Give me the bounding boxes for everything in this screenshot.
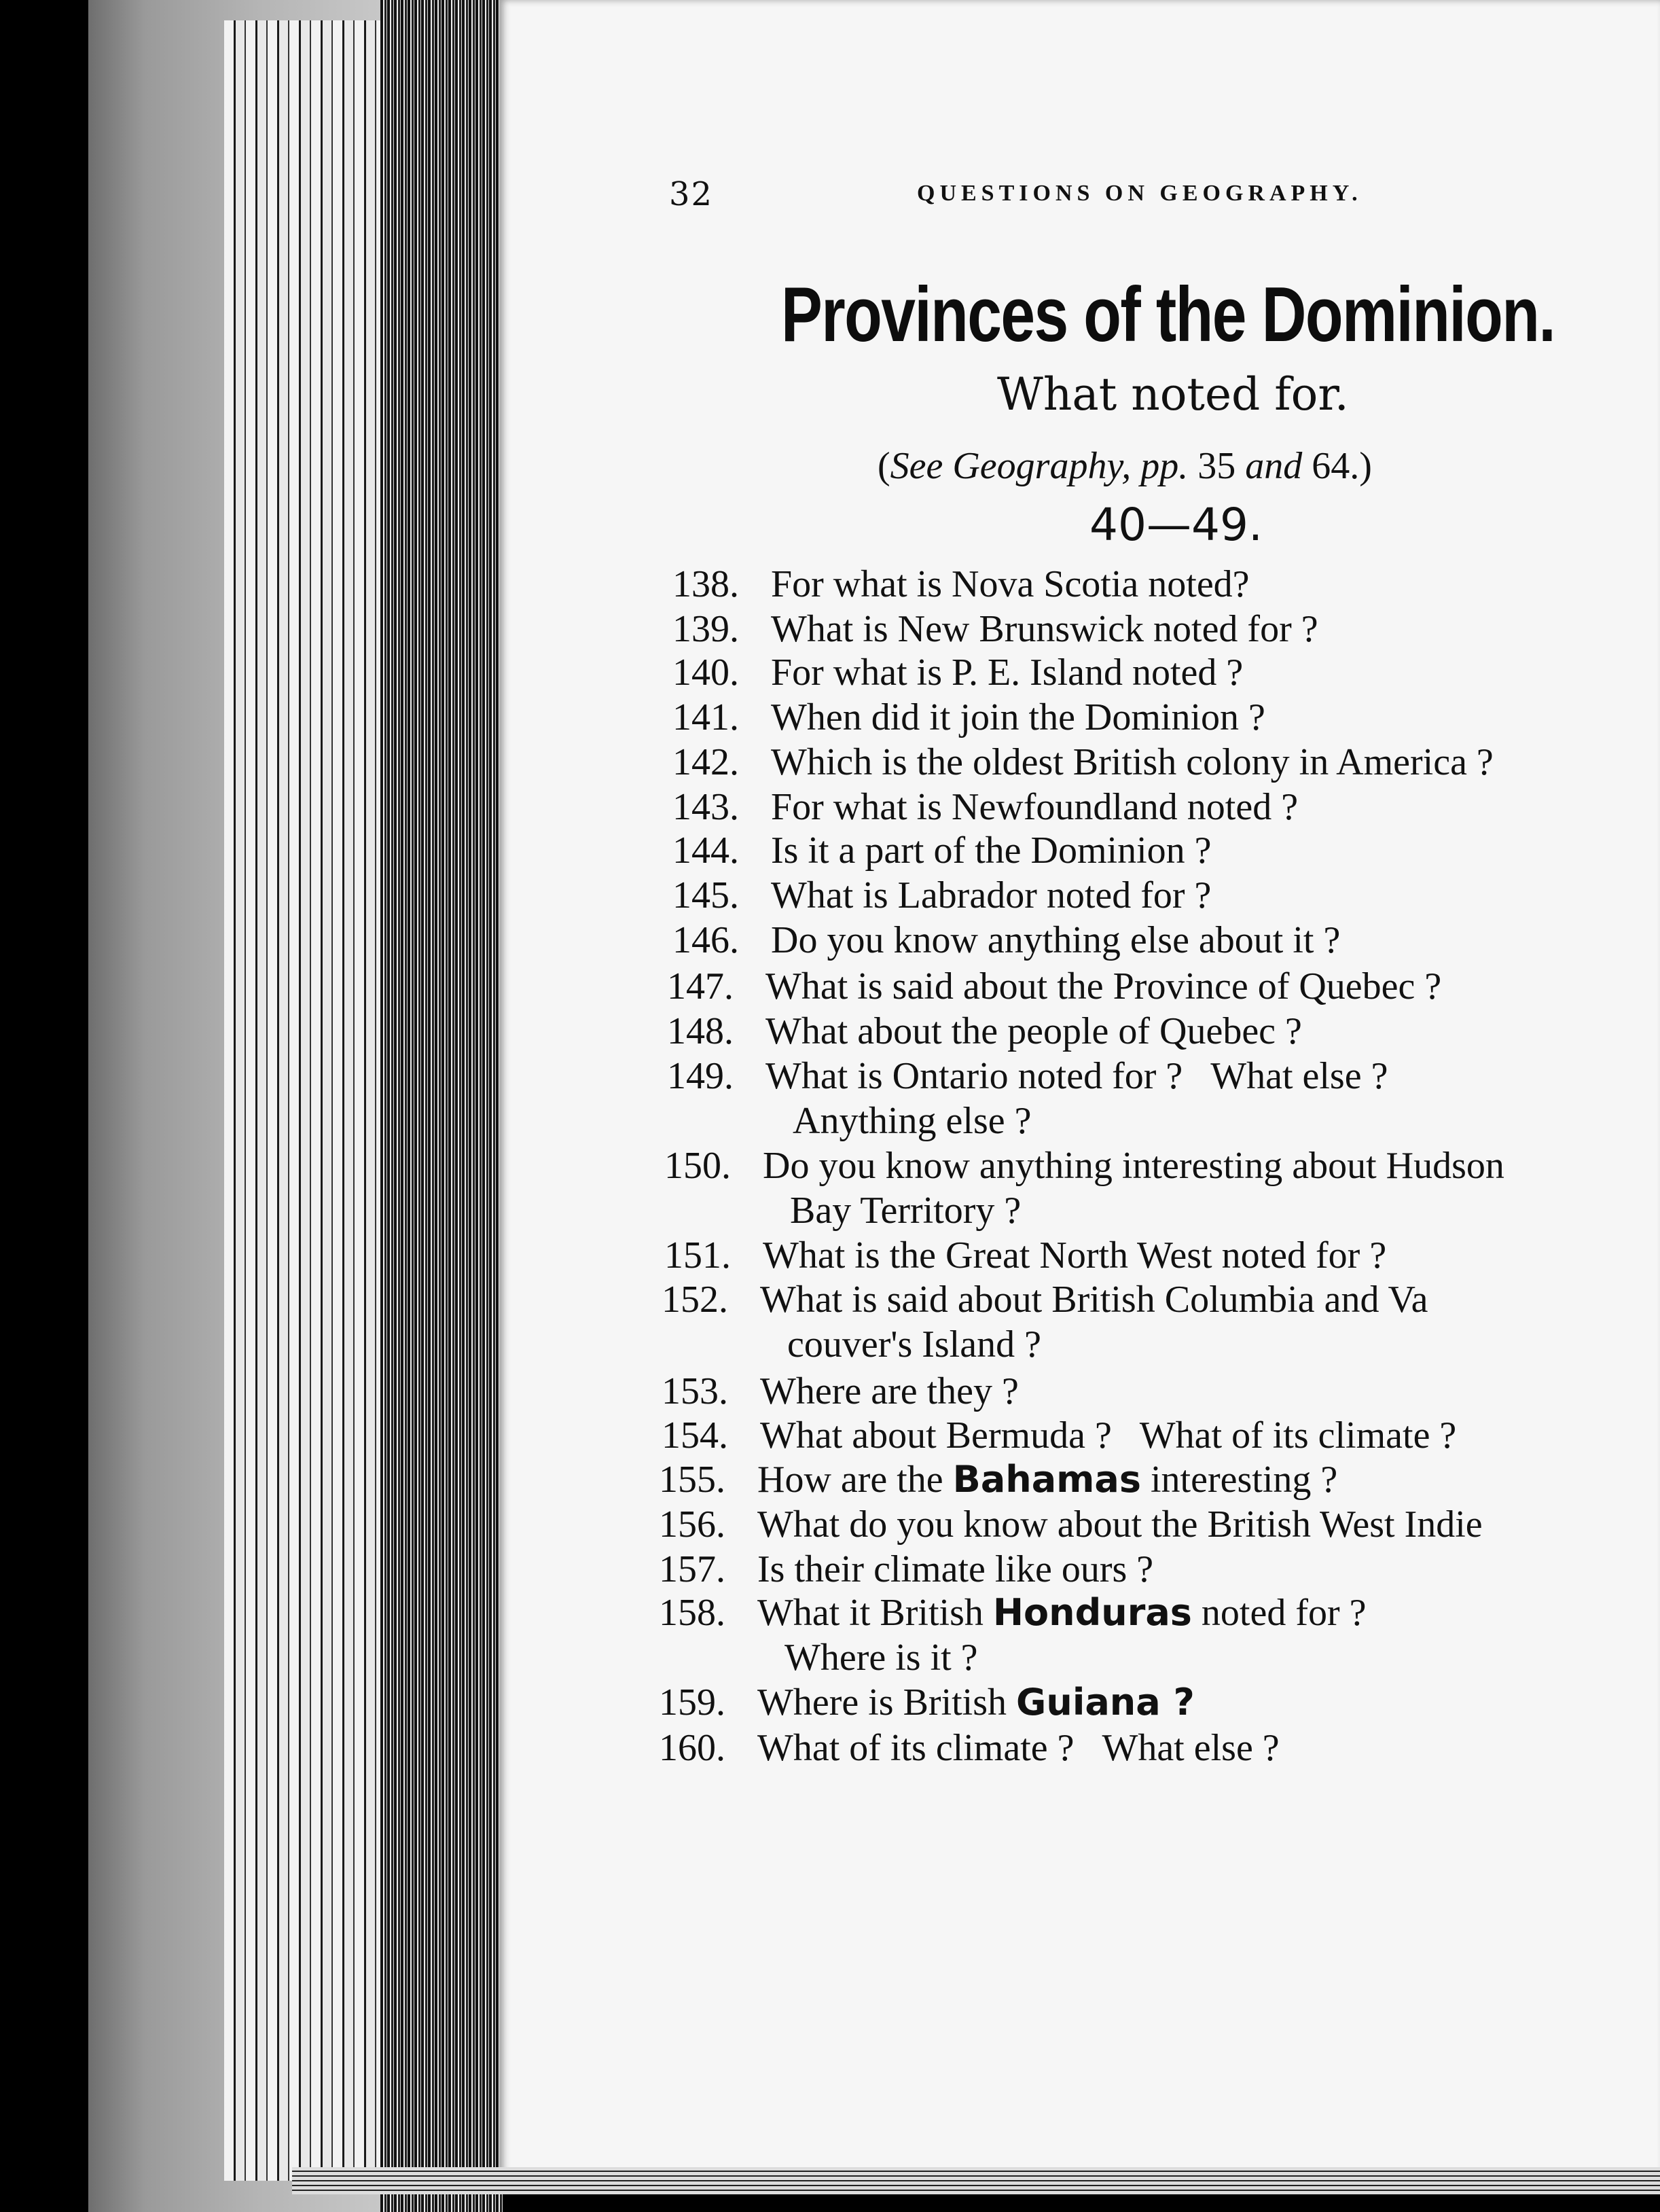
question-continuation: Anything else ? xyxy=(793,1100,1032,1142)
question-text: What is New Brunswick noted for ? xyxy=(771,608,1318,650)
reference-page-a: 35 xyxy=(1197,445,1236,487)
question-continuation: Where is it ? xyxy=(784,1637,978,1679)
question-text: What is said about the Province of Quebec ? xyxy=(765,965,1442,1007)
reference-page-b: 64.) xyxy=(1312,445,1372,487)
question-number: 151. xyxy=(664,1234,731,1277)
question-number: 159. xyxy=(659,1681,725,1724)
question-number: 152. xyxy=(662,1279,728,1321)
lesson-range: 40—49. xyxy=(1089,499,1263,551)
question-number: 155. xyxy=(659,1459,725,1501)
question-text-after: noted for ? xyxy=(1191,1592,1367,1634)
reference-and: and xyxy=(1245,445,1303,487)
question-continuation: couver's Island ? xyxy=(787,1323,1041,1366)
question-number: 141. xyxy=(672,696,739,738)
question-text-before: Where is British xyxy=(757,1681,1017,1724)
question-text: What do you know about the British West Indie xyxy=(757,1503,1483,1546)
question-text: Is it a part of the Dominion ? xyxy=(771,830,1212,872)
question-number: 149. xyxy=(667,1055,734,1097)
question-text xyxy=(757,1458,1338,1501)
chapter-title: Provinces of the Dominion. xyxy=(781,272,1555,358)
question-number: 157. xyxy=(659,1548,725,1590)
reference-open: ( xyxy=(878,445,890,487)
reference-see: See Geography, xyxy=(890,445,1132,487)
question-text: What about Bermuda ? What of its climate ? xyxy=(760,1414,1457,1457)
question-number: 156. xyxy=(659,1503,725,1546)
question-text xyxy=(757,1591,1367,1634)
question-text xyxy=(757,1683,1195,1722)
question-number: 158. xyxy=(659,1592,725,1634)
question-number: 160. xyxy=(659,1727,725,1769)
question-number: 140. xyxy=(672,652,739,694)
question-continuation: Bay Territory ? xyxy=(790,1190,1022,1232)
question-text-after: interesting ? xyxy=(1141,1459,1338,1501)
question-text: Which is the oldest British colony in America ? xyxy=(771,741,1494,783)
question-number: 138. xyxy=(672,563,739,605)
question-text: Do you know anything interesting about Hudson xyxy=(763,1145,1504,1187)
question-number: 146. xyxy=(672,919,739,961)
question-number: 150. xyxy=(664,1145,731,1187)
question-text: For what is Nova Scotia noted? xyxy=(771,563,1250,605)
page-number: 32 xyxy=(669,175,714,213)
question-text: What is Ontario noted for ? What else ? xyxy=(765,1055,1388,1097)
question-text: What about the people of Quebec ? xyxy=(765,1010,1302,1052)
question-number: 153. xyxy=(662,1370,728,1412)
question-bold-term: Honduras xyxy=(992,1591,1192,1634)
question-number: 139. xyxy=(672,608,739,650)
question-text: For what is Newfoundland noted ? xyxy=(771,786,1299,828)
question-text: For what is P. E. Island noted ? xyxy=(771,652,1244,694)
question-text: Is their climate like ours ? xyxy=(757,1548,1154,1590)
question-bold-term: Guiana ? xyxy=(1016,1681,1195,1724)
question-text: What is the Great North West noted for ? xyxy=(763,1234,1387,1277)
question-number: 145. xyxy=(672,874,739,916)
question-number: 142. xyxy=(672,741,739,783)
reference-pp: pp. xyxy=(1140,445,1189,487)
running-title: QUESTIONS ON GEOGRAPHY. xyxy=(917,181,1363,206)
question-text: What is said about British Columbia and Va xyxy=(760,1279,1428,1321)
question-number: 148. xyxy=(667,1010,734,1052)
question-text: What of its climate ? What else ? xyxy=(757,1727,1280,1769)
question-text-before: How are the xyxy=(757,1459,953,1501)
question-text: Do you know anything else about it ? xyxy=(771,919,1341,961)
question-number: 144. xyxy=(672,830,739,872)
question-number: 154. xyxy=(662,1414,728,1457)
question-text: What is Labrador noted for ? xyxy=(771,874,1212,916)
section-subtitle: What noted for. xyxy=(997,368,1349,421)
question-text-before: What it British xyxy=(757,1592,993,1634)
question-number: 147. xyxy=(667,965,734,1007)
question-number: 143. xyxy=(672,786,739,828)
question-text: Where are they ? xyxy=(760,1370,1019,1412)
question-bold-term: Bahamas xyxy=(952,1458,1141,1501)
question-text: When did it join the Dominion ? xyxy=(771,696,1265,738)
